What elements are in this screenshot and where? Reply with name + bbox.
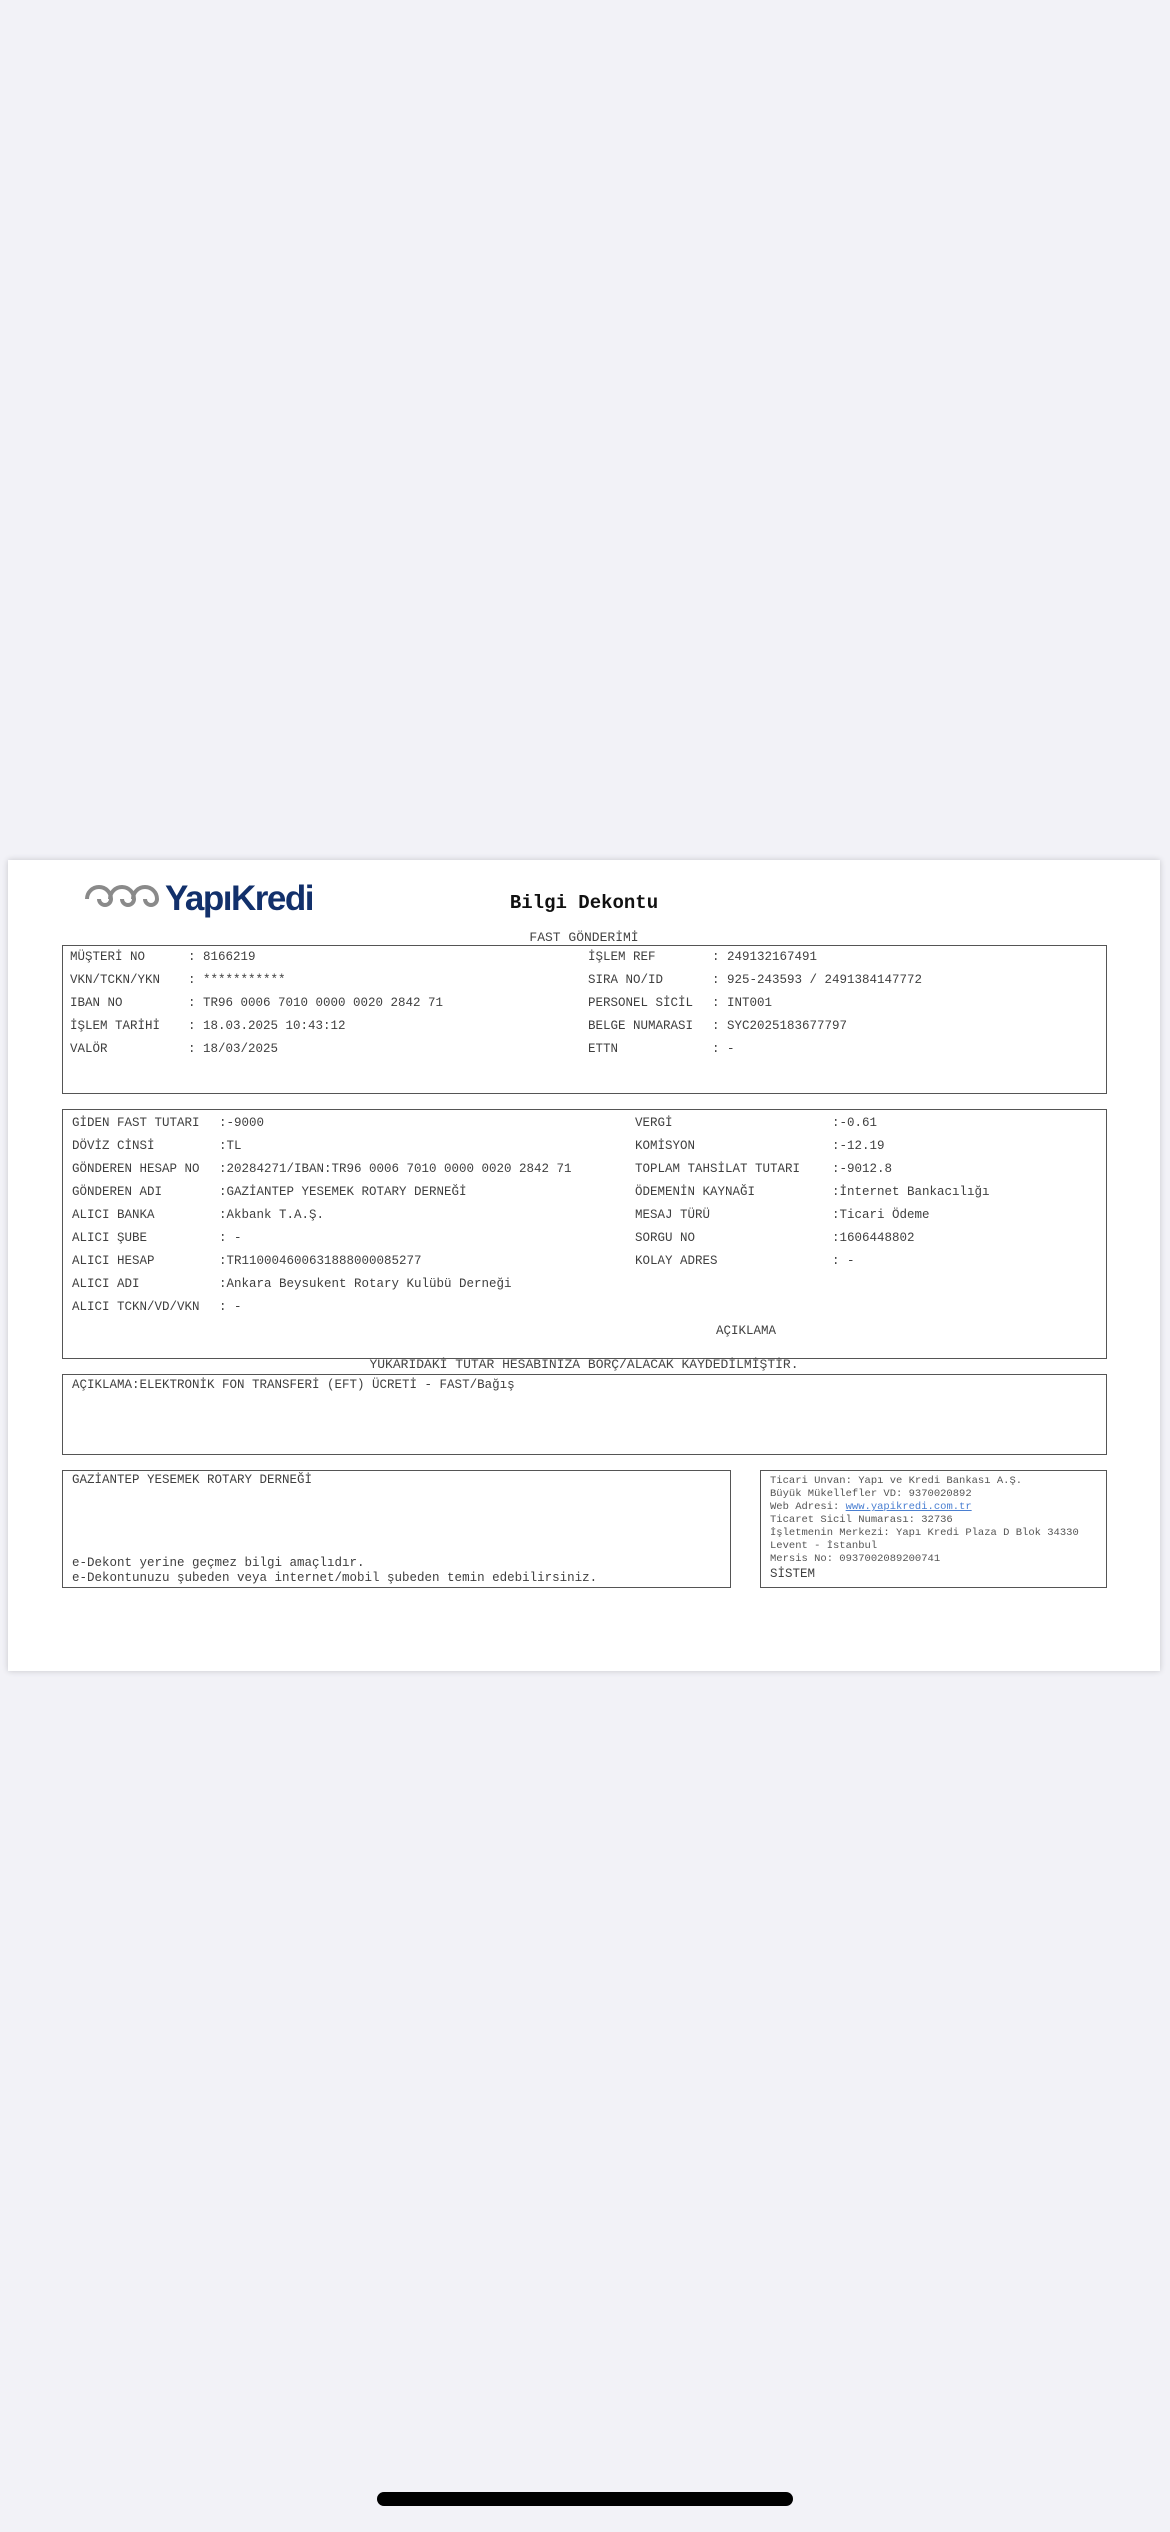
description-text: AÇIKLAMA:ELEKTRONİK FON TRANSFERİ (EFT) ÜCRETİ - FAST/Bağış (72, 1378, 515, 1392)
info-row-sequence-id: SIRA NO/ID : 925-243593 / 2491384147772 (588, 973, 923, 987)
info-row-transaction-date: İŞLEM TARİHİ : 18.03.2025 10:43:12 (70, 1019, 346, 1033)
bank-trade-registry: Ticaret Sicil Numarası: 32736 (770, 1514, 953, 1526)
detail-row-message-type: MESAJ TÜRÜ :Ticari Ödeme (635, 1208, 930, 1222)
bank-trade-name: Ticari Unvan: Yapı ve Kredi Bankası A.Ş. (770, 1475, 1023, 1487)
detail-row-currency: DÖVİZ CİNSİ :TL (72, 1139, 242, 1153)
detail-row-easy-address: KOLAY ADRES : - (635, 1254, 855, 1268)
bank-tax-office: Büyük Mükellefler VD: 9370020892 (770, 1488, 972, 1500)
detail-row-sender-account: GÖNDEREN HESAP NO :20284271/IBAN:TR96 0006 7010 0000 0020 2842 71 (72, 1162, 572, 1176)
detail-row-payment-source: ÖDEMENİN KAYNAĞI :İnternet Bankacılığı (635, 1185, 990, 1199)
info-row-ettn: ETTN : - (588, 1042, 735, 1056)
document-subtitle: FAST GÖNDERİMİ (529, 930, 639, 945)
debit-credit-notice: YUKARIDAKİ TUTAR HESABINIZA BORÇ/ALACAK KAYDEDİLMİŞTİR. (369, 1357, 799, 1372)
info-row-transaction-ref: İŞLEM REF : 249132167491 (588, 950, 818, 964)
info-row-customer-no: MÜŞTERİ NO : 8166219 (70, 950, 256, 964)
detail-row-outgoing-amount: GİDEN FAST TUTARI :-9000 (72, 1116, 265, 1130)
detail-row-query-no: SORGU NO :1606448802 (635, 1231, 915, 1245)
info-row-tax-id: VKN/TCKN/YKN : *********** (70, 973, 286, 987)
info-row-staff-id: PERSONEL SİCİL : INT001 (588, 996, 773, 1010)
bank-mersis-no: Mersis No: 0937002089200741 (770, 1553, 941, 1565)
bank-web-address: Web Adresi: www.yapikredi.com.tr (770, 1501, 972, 1513)
info-row-document-no: BELGE NUMARASI : SYC2025183677797 (588, 1019, 848, 1033)
system-label: SİSTEM (770, 1567, 816, 1581)
bank-web-link[interactable]: www.yapikredi.com.tr (845, 1501, 972, 1513)
detail-row-recipient-branch: ALICI ŞUBE : - (72, 1231, 242, 1245)
edekont-note-1: e-Dekont yerine geçmez bilgi amaçlıdır. (72, 1556, 365, 1570)
home-indicator[interactable] (377, 2492, 793, 2506)
info-row-value-date: VALÖR : 18/03/2025 (70, 1042, 279, 1056)
logo-text: YapıKredi (165, 879, 313, 918)
info-row-iban: IBAN NO : TR96 0006 7010 0000 0020 2842 71 (70, 996, 444, 1010)
detail-row-commission: KOMİSYON :-12.19 (635, 1139, 885, 1153)
customer-name: GAZİANTEP YESEMEK ROTARY DERNEĞİ (72, 1473, 313, 1487)
detail-row-tax: VERGİ :-0.61 (635, 1116, 878, 1130)
detail-row-recipient-name: ALICI ADI :Ankara Beysukent Rotary Kulübü Derneği (72, 1277, 512, 1291)
detail-row-recipient-bank: ALICI BANKA :Akbank T.A.Ş. (72, 1208, 325, 1222)
bank-headquarters-city: Levent - İstanbul (770, 1540, 878, 1552)
bank-headquarters: İşletmenin Merkezi: Yapı Kredi Plaza D Blok 34330 (770, 1527, 1079, 1539)
document-title: Bilgi Dekontu (509, 892, 659, 914)
detail-row-sender-name: GÖNDEREN ADI :GAZİANTEP YESEMEK ROTARY DERNEĞİ (72, 1185, 467, 1199)
detail-row-total-charge: TOPLAM TAHSİLAT TUTARI :-9012.8 (635, 1162, 893, 1176)
detail-row-recipient-account: ALICI HESAP :TR110004600631888000085277 (72, 1254, 422, 1268)
edekont-note-2: e-Dekontunuzu şubeden veya internet/mobil şubeden temin edebilirsiniz. (72, 1571, 598, 1585)
detail-row-recipient-tax-id: ALICI TCKN/VD/VKN : - (72, 1300, 242, 1314)
receipt-document (8, 860, 1160, 1671)
aciklama-header: AÇIKLAMA (716, 1324, 777, 1338)
